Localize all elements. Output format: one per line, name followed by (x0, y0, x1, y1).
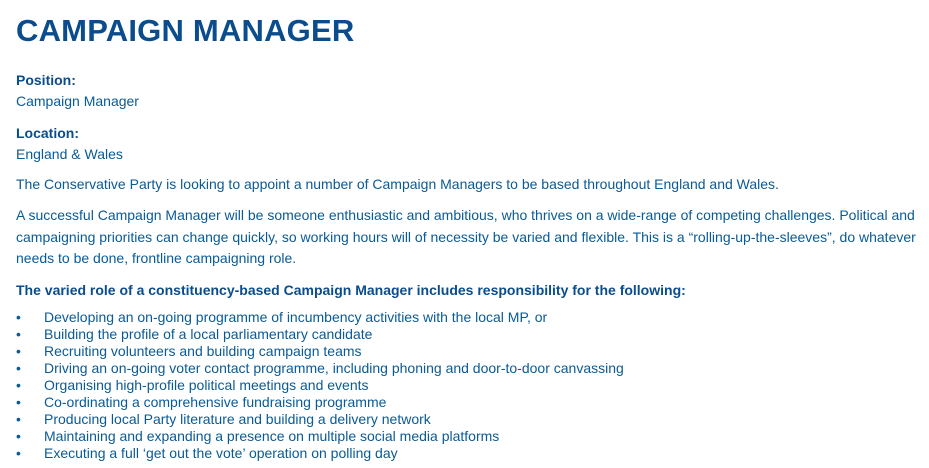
position-label: Position: (16, 72, 76, 88)
description-paragraph: A successful Campaign Manager will be someone enthusiastic and ambitious, who thrives on a wide-range of competing challenges. Political and campaigning priorities can change quickly, so working hours will of necessity be varied and flexible. This is a “rolling-up-the-sleeves”, do whatever needs to be done, frontline campaigning role. (16, 207, 916, 266)
location-value: England & Wales (16, 146, 123, 162)
position-value: Campaign Manager (16, 93, 139, 109)
list-item: • Producing local Party literature and building a delivery network (16, 411, 431, 427)
list-item: • Organising high-profile political meetings and events (16, 377, 369, 393)
bullet-icon: • (16, 309, 21, 325)
bullet-icon: • (16, 343, 21, 359)
bullet-icon: • (16, 326, 21, 342)
location-label: Location: (16, 125, 79, 141)
list-item: • Executing a full ‘get out the vote’ operation on polling day (16, 445, 398, 461)
intro-paragraph: The Conservative Party is looking to appoint a number of Campaign Managers to be based throughout England and Wales. (16, 176, 779, 192)
list-item: • Co-ordinating a comprehensive fundraising programme (16, 394, 387, 410)
responsibilities-heading: The varied role of a constituency-based Campaign Manager includes responsibility for the following: (16, 282, 686, 298)
list-item: • Building the profile of a local parliamentary candidate (16, 326, 373, 342)
list-item: • Recruiting volunteers and building campaign teams (16, 343, 362, 359)
bullet-icon: • (16, 377, 21, 393)
bullet-icon: • (16, 445, 21, 461)
page-title: CAMPAIGN MANAGER (16, 13, 355, 48)
bullet-icon: • (16, 360, 21, 376)
bullet-icon: • (16, 428, 21, 444)
responsibilities-list (16, 309, 921, 462)
bullet-icon: • (16, 394, 21, 410)
list-item: • Driving an on-going voter contact programme, including phoning and door-to-door canvassing (16, 360, 624, 376)
list-item: • Developing an on-going programme of incumbency activities with the local MP, or (16, 309, 548, 325)
bullet-icon: • (16, 411, 21, 427)
list-item: • Maintaining and expanding a presence on multiple social media platforms (16, 428, 500, 444)
